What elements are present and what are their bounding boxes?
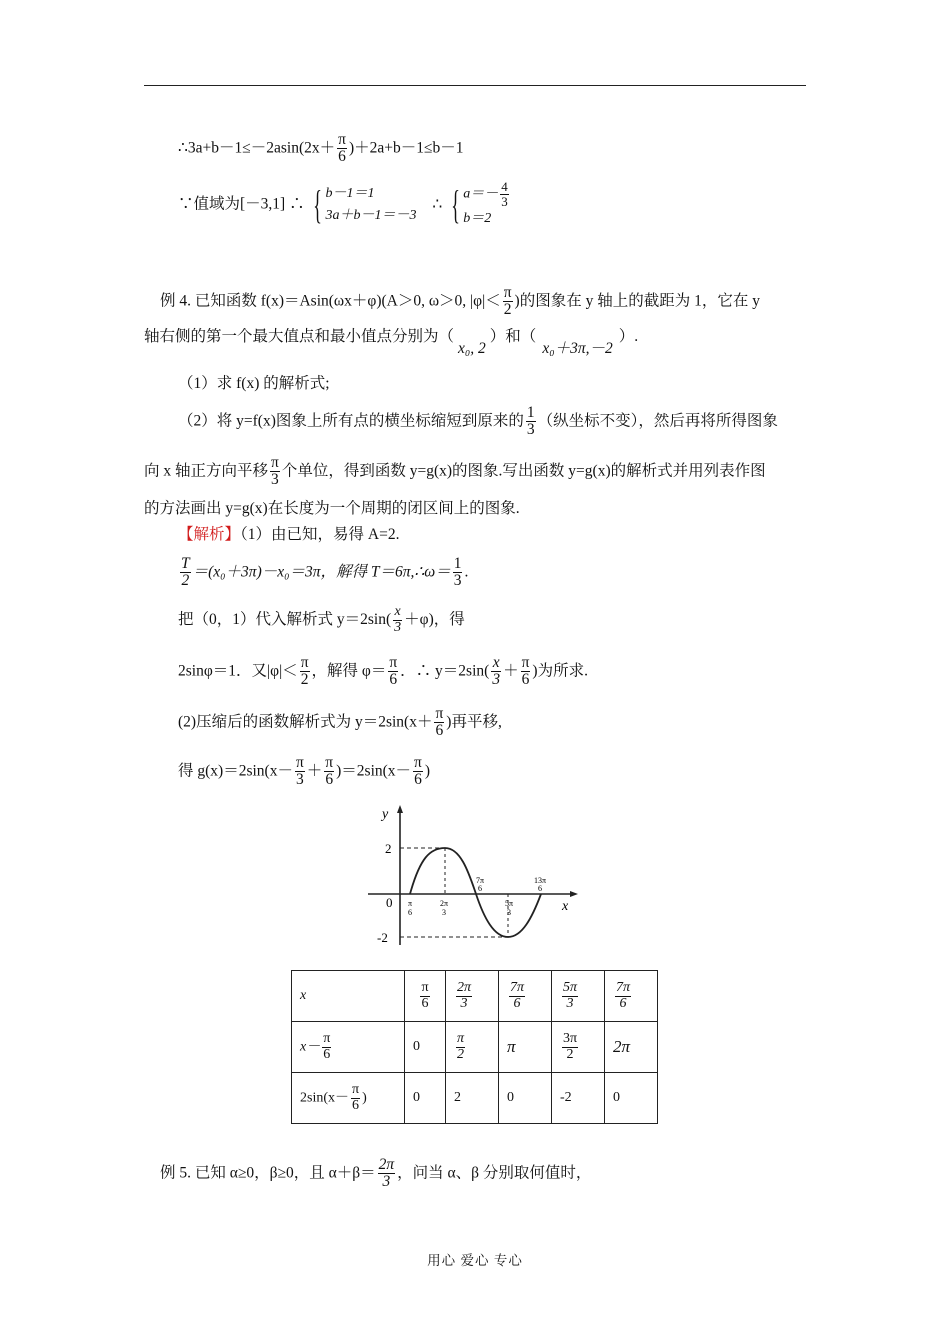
x-axis-label: x bbox=[562, 899, 569, 914]
example-5-statement: 例 5. 已知 α≥0，β≥0，且 α＋β＝ $\frac{2\pi}{3}$ ，问当 α、β 分别取何值时， bbox=[160, 1156, 592, 1191]
sine-curve bbox=[407, 848, 541, 937]
svg-text:3: 3 bbox=[442, 908, 446, 917]
solution-substitute: 把（0，1）代入解析式 y＝2sin( $\frac{x}{3}$ ＋φ)，得 bbox=[178, 604, 465, 635]
question-2-line2: 向 x 轴正方向平移 $\frac{\pi}{3}$ 个单位，得到函数 y=g(x)的图象.写出函数 y=g(x)的解析式并用列表作图 bbox=[144, 454, 766, 489]
svg-text:2π: 2π bbox=[439, 899, 449, 908]
svg-text:7π: 7π bbox=[475, 876, 485, 885]
y-max-label: 2 bbox=[385, 841, 392, 856]
value-table bbox=[291, 970, 658, 1124]
svg-text:π: π bbox=[407, 899, 413, 908]
solution-compressed: (2)压缩后的函数解析式为 y＝2sin(x＋ $\frac{\pi}{6}$ )再平移, bbox=[178, 705, 502, 740]
range-system-line: ∵值域为[－3,1] ∴ { b－1＝1 3a＋b－1＝－3 ∴ { a＝－ $\frac{4}{3}$ b＝2 bbox=[178, 179, 508, 227]
question-2-line1: （2）将 y=f(x)图象上所有点的横坐标缩短到原来的 $\frac{1}{3}$ （纵坐标不变），然后再将所得图象 bbox=[178, 404, 778, 439]
svg-text:5π: 5π bbox=[504, 899, 514, 908]
y-min-label: -2 bbox=[377, 930, 388, 945]
example-4-points: 轴右侧的第一个最大值点和最小值点分别为（x₀, 2）和（x₀＋3π,－2）. bbox=[144, 328, 639, 357]
table-row: 2sin(x－ $\frac{\pi}{6}$ ) 0 2 0 -2 0 bbox=[292, 1073, 658, 1124]
solution-phi: 2sinφ＝1．又|φ|＜ $\frac{\pi}{2}$ ，解得 φ＝ $\frac{\pi}{6}$ ．∴ y＝2sin( $\frac{x}{3}$ ＋ $\frac{\pi}{6}$ )为所求. bbox=[178, 654, 588, 689]
table-row: x $\frac{\pi}{6}$ $\frac{2\pi}{3}$ $\frac{7\pi}{6}$ $\frac{5\pi}{3}$ $\frac{7\pi}{6}$ bbox=[292, 971, 658, 1022]
solution-start: 【解析】（1）由已知，易得 A=2. bbox=[178, 526, 400, 543]
header-rule bbox=[144, 85, 806, 86]
solution-period: $\frac{T}{2}$ ＝(x₀＋3π)－x₀＝3π，解得 T＝6π,∴ω＝ $\frac{1}{3}$ . bbox=[181, 555, 469, 590]
svg-text:3: 3 bbox=[507, 908, 511, 917]
solution-tag: 【解析】 bbox=[178, 526, 241, 543]
solution-g: 得 g(x)＝2sin(x－ $\frac{\pi}{3}$ ＋ $\frac{\pi}{6}$ )＝2sin(x－ $\frac{\pi}{6}$ ) bbox=[178, 754, 431, 789]
sine-graph bbox=[360, 800, 585, 950]
table-row: x－ $\frac{\pi}{6}$ 0 $\frac{\pi}{2}$ π $\frac{3\pi}{2}$ 2π bbox=[292, 1022, 658, 1073]
question-2-line3: 的方法画出 y=g(x)在长度为一个周期的闭区间上的图象. bbox=[144, 500, 520, 517]
origin-label: 0 bbox=[386, 895, 393, 910]
inequality-line: ∴3a+b－1≤－2asin(2x＋ $\frac{\pi}{6}$ )＋2a+b－1≤b－1 bbox=[178, 131, 464, 166]
example-4-statement: 例 4. 已知函数 f(x)＝Asin(ωx＋φ)(A＞0, ω＞0, |φ|＜ $\frac{\pi}{2}$ )的图象在 y 轴上的截距为 1，它在 y bbox=[160, 284, 760, 319]
y-axis-label: y bbox=[382, 807, 389, 822]
svg-text:13π: 13π bbox=[533, 876, 547, 885]
svg-text:6: 6 bbox=[478, 884, 482, 893]
question-1: （1）求 f(x) 的解析式; bbox=[178, 375, 330, 392]
svg-text:6: 6 bbox=[538, 884, 542, 893]
page-footer: 用心 爱心 专心 bbox=[427, 1253, 523, 1268]
svg-text:6: 6 bbox=[408, 908, 412, 917]
